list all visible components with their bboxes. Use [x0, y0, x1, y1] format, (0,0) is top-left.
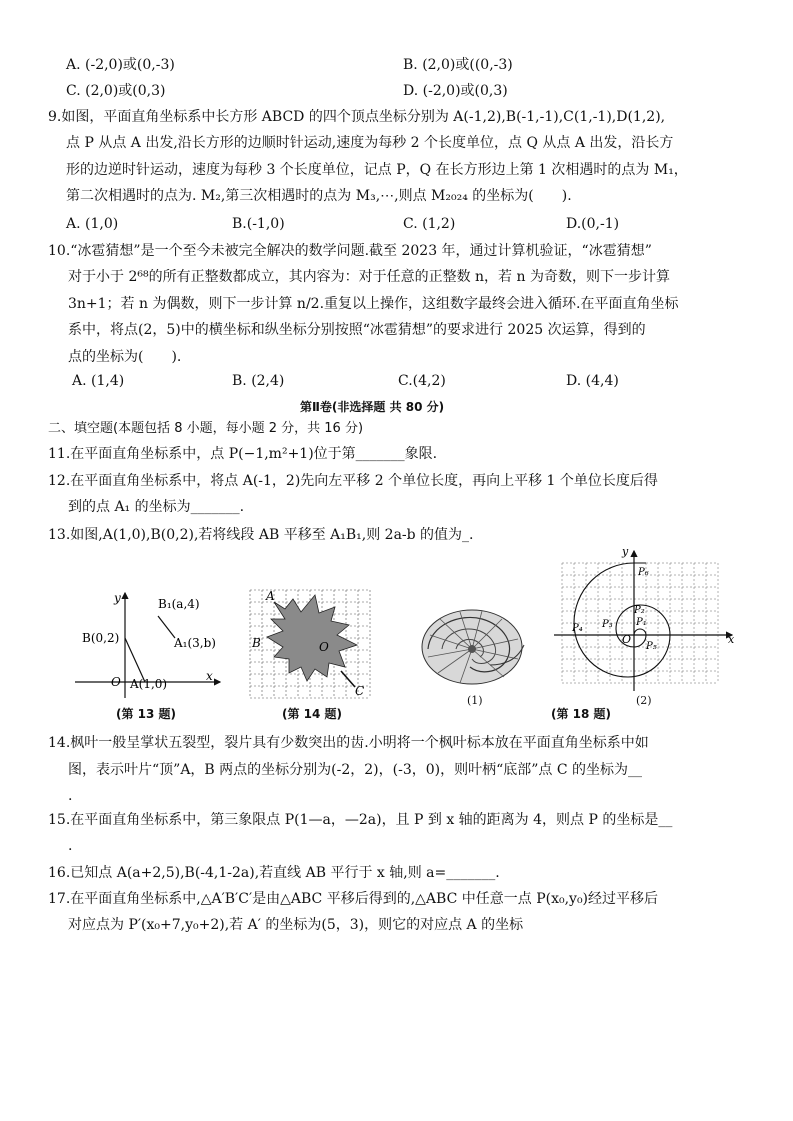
q14-line-3: . — [68, 788, 73, 804]
fig14-point-c: C — [355, 684, 365, 698]
figure-18-shell — [420, 605, 530, 687]
q17-line-1: 17.在平面直角坐标系中,△A′B′C′是由△ABC 平移后得到的,△ABC 中任意一点 P(x₀,y₀)经过平移后 — [48, 891, 659, 907]
q17-line-2: 对应点为 P′(x₀+7,y₀+2),若 A′ 的坐标为(5，3)，则它的对应点 A 的坐标 — [68, 917, 524, 933]
q14-line-2: 图，表示叶片“顶”A，B 两点的坐标分别为(-2，2)，(-3，0)，则叶柄“底部”点 C 的坐标为__ — [68, 762, 643, 778]
q13: 13.如图,A(1,0),B(0,2),若将线段 AB 平移至 A₁B₁,则 2a-b 的值为_. — [48, 527, 474, 543]
fig13-segment-a1b1 — [158, 616, 175, 638]
fig18-p1: P₁ — [636, 617, 647, 628]
q11: 11.在平面直角坐标系中，点 P(−1,m²+1)位于第_______象限. — [48, 446, 438, 462]
fig18-label-1: (1) — [467, 694, 483, 707]
fig13-point-a1: A₁(3,b) — [174, 636, 216, 650]
q8-option-b: B. (2,0)或((0,-3) — [403, 57, 513, 73]
q9-line-4: 第二次相遇时的点为. M₂,第三次相遇时的点为 M₃,⋯,则点 M₂₀₂₄ 的坐标为( ). — [66, 188, 572, 204]
fig18-origin: O — [622, 633, 632, 646]
fig14-caption: (第 14 题) — [282, 707, 343, 721]
q10-line-1: 10.“冰雹猜想”是一个至今未被完全解决的数学问题.截至 2023 年，通过计算机验证，“冰雹猜想” — [48, 243, 652, 259]
fig13-point-b: B(0,2) — [82, 631, 120, 645]
fig13-x-label: x — [206, 669, 213, 683]
figure-13 — [70, 588, 230, 703]
fig18-x-label: x — [728, 633, 735, 646]
fig18-p4: P₄ — [572, 623, 583, 634]
q10-line-5: 点的坐标为( ). — [68, 349, 182, 365]
figure-18-spiral — [542, 545, 738, 695]
q9-option-a: A. (1,0) — [66, 216, 119, 232]
q15-line-1: 15.在平面直角坐标系中，第三象限点 P(1—a，—2a)，且 P 到 x 轴的距离为 4，则点 P 的坐标是__ — [48, 812, 673, 828]
fig14-maple-leaf — [267, 595, 357, 681]
fig14-point-a: A — [266, 589, 275, 603]
fig13-origin-label: O — [111, 675, 121, 689]
q15-line-2: . — [68, 838, 73, 854]
fig18-p2: P₂ — [634, 605, 645, 616]
q12-line-2: 到的点 A₁ 的坐标为_______. — [68, 499, 245, 515]
fig18-caption: (第 18 题) — [551, 707, 612, 721]
q10-option-d: D. (4,4) — [566, 373, 619, 389]
fig18-label-2: (2) — [636, 694, 652, 707]
q10-line-3: 3n+1；若 n 为偶数，则下一步计算 n/2.重复以上操作，这组数字最终会进入循环.在平面直角坐标 — [68, 296, 679, 312]
fig14-point-b: B — [252, 636, 261, 650]
fig18-p5: P₅ — [646, 641, 657, 652]
q14-line-1: 14.枫叶一般呈掌状五裂型，裂片具有少数突出的齿.小明将一个枫叶标本放在平面直角坐标系中如 — [48, 735, 649, 751]
fig13-y-label: y — [114, 591, 121, 605]
q16: 16.已知点 A(a+2,5),B(-4,1-2a),若直线 AB 平行于 x 轴,则 a=_______. — [48, 865, 500, 881]
part2-title: 第Ⅱ卷(非选择题 共 80 分) — [300, 400, 445, 414]
q8-option-d: D. (-2,0)或(0,3) — [403, 83, 508, 99]
q10-line-2: 对于小于 2⁶⁸的所有正整数都成立，其内容为：对于任意的正整数 n，若 n 为奇数，则下一步计算 — [68, 269, 670, 285]
q9-option-c: C. (1,2) — [403, 216, 456, 232]
fig14-leaf-stem — [341, 671, 355, 687]
fig18-p6: P₆ — [638, 567, 649, 578]
q10-option-a: A. (1,4) — [72, 373, 125, 389]
q10-line-4: 系中，将点(2，5)中的横坐标和纵坐标分别按照“冰雹猜想”的要求进行 2025 次运算，得到的 — [68, 322, 646, 338]
figure-14 — [245, 585, 375, 703]
fig14-origin: O — [319, 640, 329, 654]
q10-option-b: B. (2,4) — [232, 373, 285, 389]
section2-title: 二、填空题(本题包括 8 小题，每小题 2 分，共 16 分) — [48, 421, 364, 436]
fig13-segment-ab — [125, 638, 145, 682]
fig13-point-b1: B₁(a,4) — [158, 597, 200, 611]
q8-option-a: A. (-2,0)或(0,-3) — [66, 57, 175, 73]
q9-line-2: 点 P 从点 A 出发,沿长方形的边顺时针运动,速度为每秒 2 个长度单位，点 Q 从点 A 出发，沿长方 — [66, 135, 674, 151]
q12-line-1: 12.在平面直角坐标系中，将点 A(-1，2)先向左平移 2 个单位长度，再向上平移 1 个单位长度后得 — [48, 473, 658, 489]
fig13-point-a: A(1,0) — [130, 677, 168, 691]
q9-line-1: 9.如图，平面直角坐标系中长方形 ABCD 的四个顶点坐标分别为 A(-1,2),B(-1,-1),C(1,-1),D(1,2), — [48, 109, 666, 125]
fig18-p3: P₃ — [602, 619, 613, 630]
fig18-y-label: y — [622, 545, 629, 558]
q10-option-c: C.(4,2) — [398, 373, 446, 389]
fig13-caption: (第 13 题) — [116, 707, 177, 721]
q9-line-3: 形的边逆时针运动，速度为每秒 3 个长度单位，记点 P，Q 在长方形边上第 1 次相遇时的点为 M₁， — [66, 162, 688, 178]
q8-option-c: C. (2,0)或(0,3) — [66, 83, 166, 99]
q9-option-b: B.(-1,0) — [232, 216, 285, 232]
q9-option-d: D.(0,-1) — [566, 216, 620, 232]
